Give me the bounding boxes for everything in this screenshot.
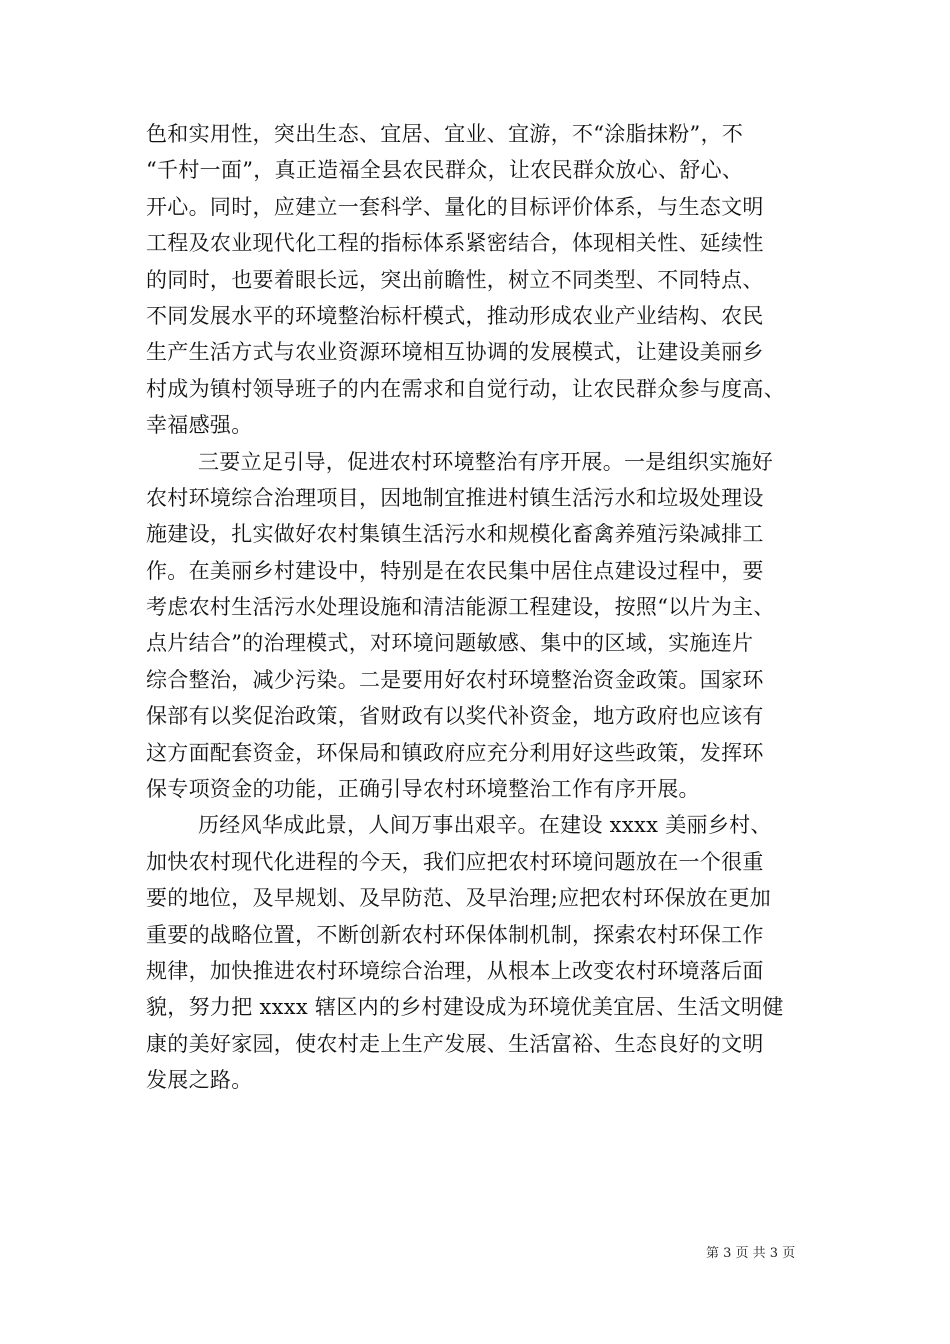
text-line: 不同发展水平的环境整治标杆模式，推动形成农业产业结构、农民	[146, 303, 764, 328]
text-line: 康的美好家园，使农村走上生产发展、生活富裕、生态良好的文明	[146, 1031, 764, 1056]
paragraph-first-line: 历经风华成此景，人间万事出艰辛。在建设 xxxx 美丽乡村、	[198, 813, 772, 838]
text-line: 保专项资金的功能，正确引导农村环境整治工作有序开展。	[146, 777, 700, 802]
text-line: 保部有以奖促治政策，省财政有以奖代补资金，地方政府也应该有	[146, 704, 764, 729]
text-line: 考虑农村生活污水处理设施和清洁能源工程建设，按照“以片为主、	[146, 595, 775, 620]
text-line: 综合整治，减少污染。二是要用好农村环境整治资金政策。国家环	[146, 667, 764, 692]
text-line: 这方面配套资金，环保局和镇政府应充分利用好这些政策，发挥环	[146, 740, 764, 765]
text-line: “千村一面”，真正造福全县农民群众，让农民群众放心、舒心、	[146, 158, 744, 183]
text-line: 农村环境综合治理项目，因地制宜推进村镇生活污水和垃圾处理设	[146, 485, 764, 510]
page-number: 第 3 页 共 3 页	[706, 1246, 796, 1261]
text-line: 点片结合”的治理模式，对环境问题敏感、集中的区域，实施连片	[146, 631, 754, 656]
text-line: 生产生活方式与农业资源环境相互协调的发展模式，让建设美丽乡	[146, 340, 764, 365]
text-line: 村成为镇村领导班子的内在需求和自觉行动，让农民群众参与度高、	[146, 376, 785, 401]
text-line: 发展之路。	[146, 1068, 253, 1093]
text-line: 加快农村现代化进程的今天，我们应把农村环境问题放在一个很重	[146, 849, 764, 874]
text-line: 规律，加快推进农村环境综合治理，从根本上改变农村环境落后面	[146, 958, 764, 983]
paragraph-first-line: 三要立足引导，促进农村环境整治有序开展。一是组织实施好	[198, 449, 774, 474]
text-line: 要的地位，及早规划、及早防范、及早治理;应把农村环保放在更加	[146, 886, 772, 911]
text-line: 施建设，扎实做好农村集镇生活污水和规模化畜禽养殖污染减排工	[146, 522, 764, 547]
text-line: 貌，努力把 xxxx 辖区内的乡村建设成为环境优美宜居、生活文明健	[146, 995, 784, 1020]
text-line: 幸福感强。	[146, 413, 253, 438]
text-line: 的同时，也要着眼长远，突出前瞻性，树立不同类型、不同特点、	[146, 267, 764, 292]
text-line: 开心。同时，应建立一套科学、量化的目标评价体系，与生态文明	[146, 194, 764, 219]
text-line: 工程及农业现代化工程的指标体系紧密结合，体现相关性、延续性	[146, 231, 764, 256]
text-line: 色和实用性，突出生态、宜居、宜业、宜游，不“涂脂抹粉”，不	[146, 122, 744, 146]
document-body	[146, 116, 826, 1099]
text-line: 作。在美丽乡村建设中，特别是在农民集中居住点建设过程中，要	[146, 558, 764, 583]
text-line: 重要的战略位置，不断创新农村环保体制机制，探索农村环保工作	[146, 922, 764, 947]
